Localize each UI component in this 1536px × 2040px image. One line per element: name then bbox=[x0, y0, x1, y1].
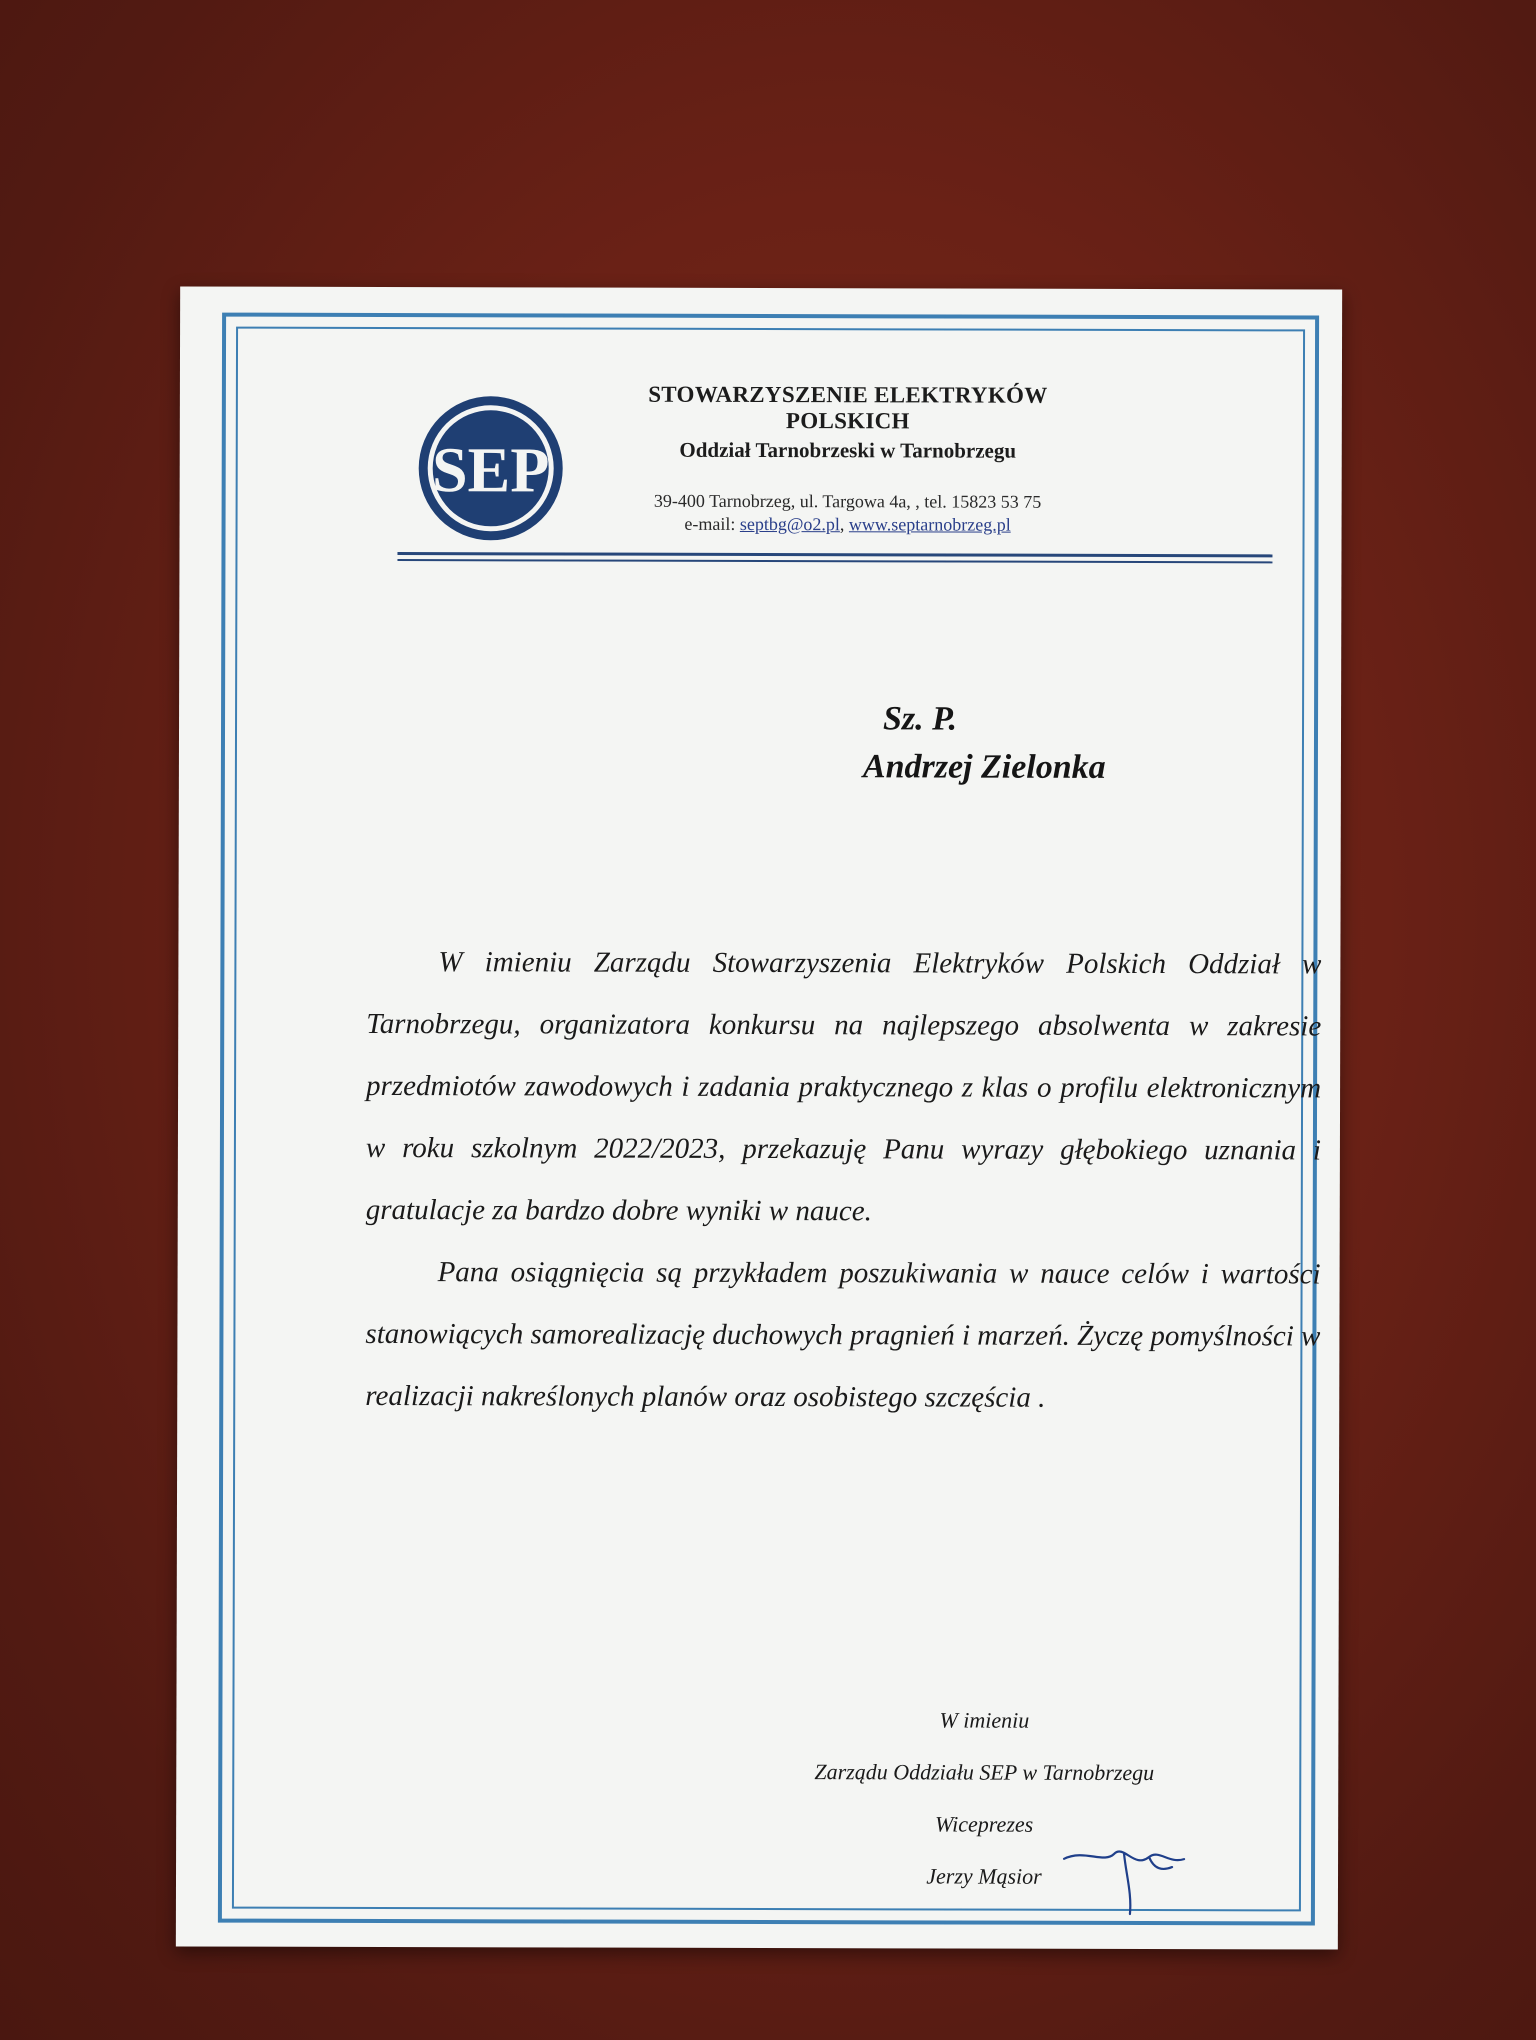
signature-line-2: Zarządu Oddziału SEP w Tarnobrzegu bbox=[814, 1759, 1155, 1786]
letter-paper bbox=[176, 286, 1342, 1949]
letter-body bbox=[365, 931, 1321, 1429]
org-address: 39-400 Tarnobrzeg, ul. Targowa 4a, , tel. 15823 53 75 bbox=[653, 490, 1042, 512]
org-branch: Oddział Tarnobrzeski w Tarnobrzegu bbox=[679, 437, 1017, 463]
paragraph-2: Pana osiągnięcia są przykładem poszukiwania w nauce celów i wartości stanowiących samorealizację duchowych pragnień i marzeń. Życzę pomyślności w realizacji nakreślonych planów oraz osobistego szczęścia . bbox=[365, 1256, 1321, 1414]
page-border bbox=[218, 313, 1322, 1926]
recipient-name: Andrzej Zielonka bbox=[862, 748, 1106, 786]
header-rule bbox=[397, 552, 1272, 557]
email-label: e-mail: bbox=[684, 513, 736, 534]
sep-logo-icon bbox=[416, 393, 566, 543]
email-link[interactable]: septbg@o2.pl bbox=[739, 513, 840, 535]
header-rule-thin bbox=[397, 559, 1272, 563]
salutation: Sz. P. bbox=[882, 700, 958, 738]
page-border-inner bbox=[232, 327, 1322, 1912]
paragraph-1: W imieniu Zarządu Stowarzyszenia Elektryków Polskich Oddział w Tarnobrzegu, organizatora konkursu na najlepszego absolwenta w zakresie przedmiotów zawodowych i zadania praktycznego z klas o profilu elektronicznym w roku szkolnym 2022/2023, przekazuję Panu wyrazy głębokiego uznania i gratulacje za bardzo dobre wyniki w nauce. bbox=[365, 946, 1322, 1228]
signature-title: Wiceprezes bbox=[935, 1811, 1034, 1837]
letterhead bbox=[588, 382, 1108, 536]
org-contact: e-mail: septbg@o2.pl, www.septarnobrzeg.pl bbox=[684, 513, 1011, 535]
handwritten-signature-icon bbox=[1054, 1819, 1214, 1919]
logo-text: SEP bbox=[431, 434, 550, 506]
website-link[interactable]: www.septarnobrzeg.pl bbox=[848, 514, 1011, 535]
signer-name: Jerzy Mąsior bbox=[926, 1863, 1042, 1889]
signature-line-1: W imieniu bbox=[939, 1707, 1030, 1733]
org-name: STOWARZYSZENIE ELEKTRYKÓW POLSKICH bbox=[648, 381, 1048, 434]
